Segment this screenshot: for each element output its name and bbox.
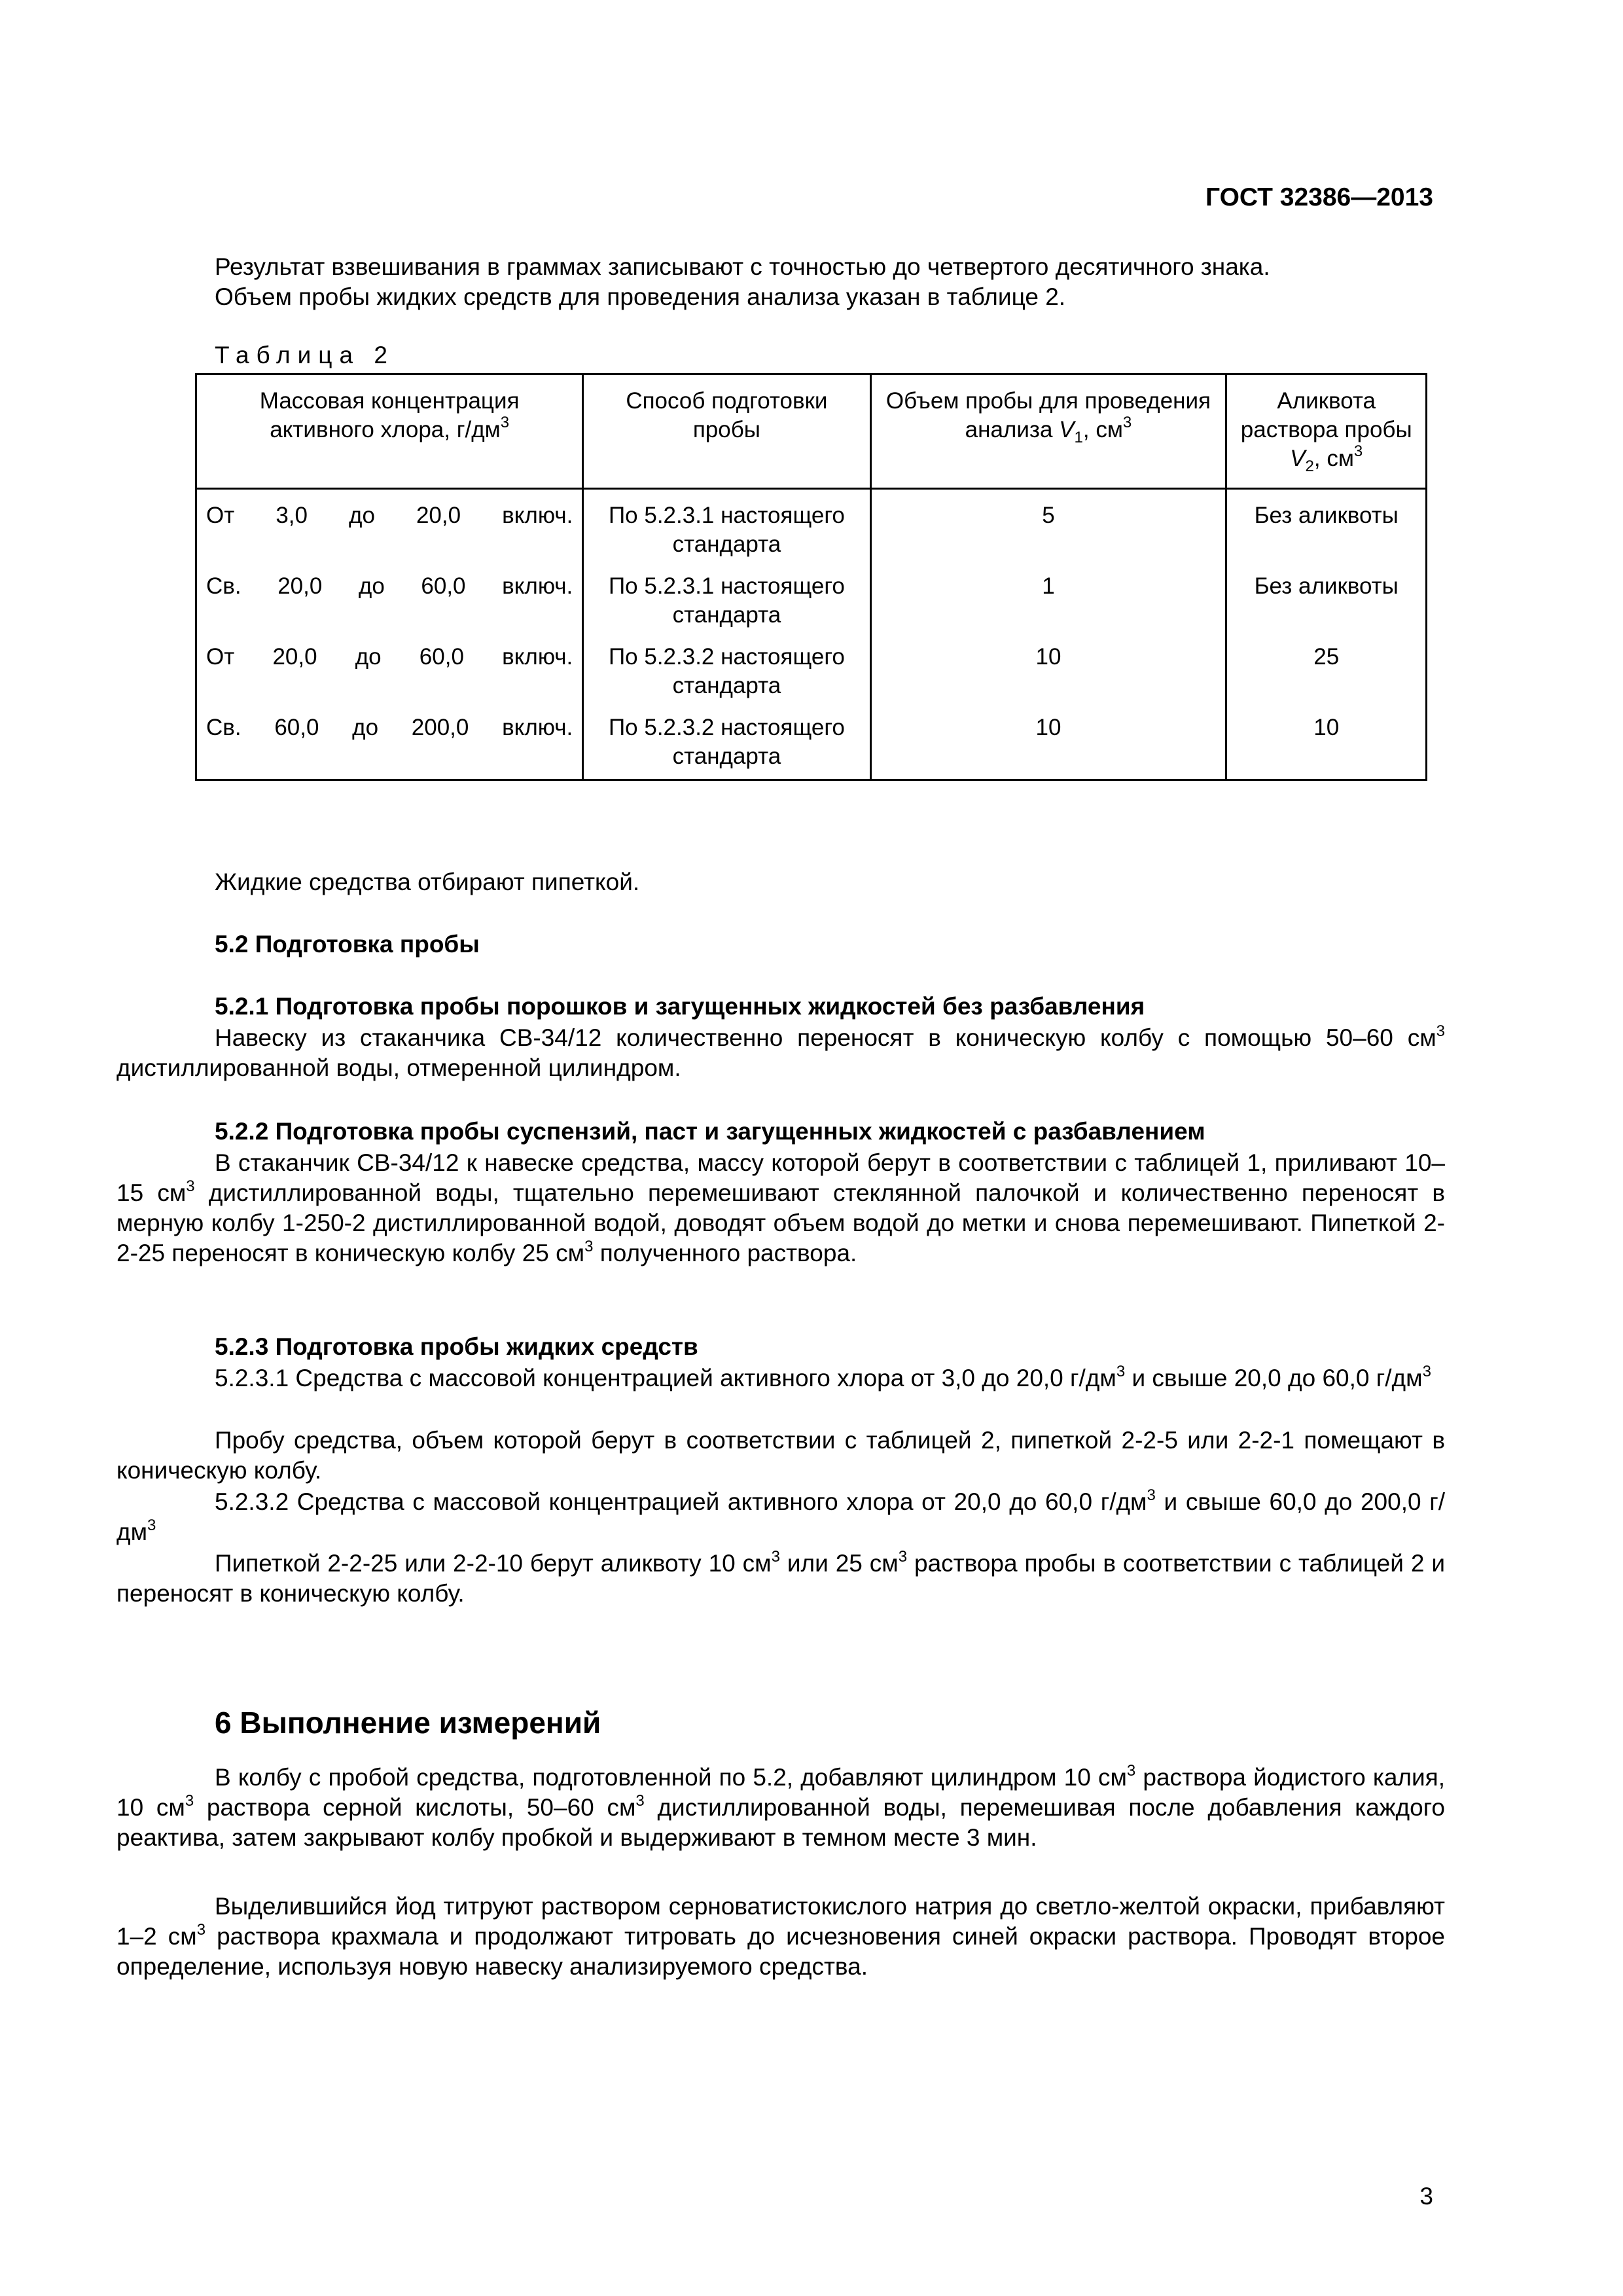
cell-method: По 5.2.3.1 настоящего стандарта xyxy=(583,564,870,635)
table-row xyxy=(196,489,1427,565)
cell-aliquot: Без аликвоты xyxy=(1226,564,1427,635)
liquid-note: Жидкие средства отбирают пипеткой. xyxy=(215,869,640,895)
intro-line-2: Объем пробы жидких средств для проведения анализа указан в таблице 2. xyxy=(215,283,1066,310)
cell-method: По 5.2.3.2 настоящего стандарта xyxy=(583,635,870,706)
table-header-row xyxy=(196,374,1427,489)
section-5-2-3-title: 5.2.3 Подготовка пробы жидких средств xyxy=(215,1333,698,1360)
table-row xyxy=(196,706,1427,780)
section-6-paragraph-1: В колбу с пробой средства, подготовленной по 5.2, добавляют цилиндром 10 $см^3$ раствора йодистого калия, 10 $см^3$ раствора серной кислоты, 50–60 $см^3$ дистиллированной воды, перемешивая после добавления каждого реактива, затем закрывают колбу пробкой и выдерживают в темном месте 3 мин. xyxy=(116,1761,1445,1851)
cell-volume: 10 xyxy=(870,635,1226,706)
cell-method: По 5.2.3.1 настоящего стандарта xyxy=(583,489,870,565)
section-5-2-3-1-procedure: Пробу средства, объем которой берут в соответствии с таблицей 2, пипеткой 2-2-5 или 2-2-1 помещают в коническую колбу. xyxy=(116,1427,1445,1484)
section-5-2-1-title: 5.2.1 Подготовка пробы порошков и загущенных жидкостей без разбавления xyxy=(215,993,1145,1020)
table-row xyxy=(196,635,1427,706)
section-6-title: 6 Выполнение измерений xyxy=(215,1706,601,1740)
table-caption: Таблица 2 xyxy=(215,342,395,368)
header-volume: Объем пробы для проведения анализа $V_1$, $см^3$ xyxy=(870,374,1226,489)
header-concentration: Массовая концентрация активного хлора, $г/дм^3$ xyxy=(196,374,583,489)
cell-concentration: От 3,0 до 20,0 включ. xyxy=(196,489,583,565)
page-number: 3 xyxy=(1419,2183,1433,2210)
section-5-2-3-2-text: 5.2.3.2 Средства с массовой концентрацией активного хлора от 20,0 до 60,0 $г/дм^3$ и свыше 60,0 до 200,0 $г/дм^3$ xyxy=(116,1486,1445,1545)
header-aliquot: Аликвота раствора пробы $V_2$, $см^3$ xyxy=(1226,374,1427,489)
section-5-2-title: 5.2 Подготовка пробы xyxy=(215,931,480,958)
table-2 xyxy=(195,373,1427,781)
standard-code: ГОСТ 32386—2013 xyxy=(1205,183,1433,211)
section-5-2-3-1-text: 5.2.3.1 Средства с массовой концентрацией активного хлора от 3,0 до 20,0 $г/дм^3$ и свыше 20,0 до 60,0 $г/дм^3$ xyxy=(215,1362,1431,1391)
cell-concentration: Св. 60,0 до 200,0 включ. xyxy=(196,706,583,780)
cell-method: По 5.2.3.2 настоящего стандарта xyxy=(583,706,870,780)
section-6-paragraph-2: Выделившийся йод титруют раствором серноватистокислого натрия до светло-желтой окраски, прибавляют 1–2 $см^3$ раствора крахмала и продолжают титровать до исчезновения синей окраски раствора. Проводят второе определение, используя новую навеску анализируемого средства. xyxy=(116,1893,1446,1980)
section-5-2-2-title: 5.2.2 Подготовка пробы суспензий, паст и загущенных жидкостей с разбавлением xyxy=(215,1118,1205,1145)
cell-volume: 1 xyxy=(870,564,1226,635)
cell-concentration: От 20,0 до 60,0 включ. xyxy=(196,635,583,706)
header-method: Способ подготовки пробы xyxy=(583,374,870,489)
section-5-2-2-text: В стаканчик СВ-34/12 к навеске средства, массу которой берут в соответствии с таблицей 1, приливают 10–15 $см^3$ дистиллированной воды, тщательно перемешивают стеклянной палочкой и количественно переносят в мерную колбу 1-250-2 дистиллированной водой, доводят объем водой до метки и снова перемешивают. Пипеткой 2-2-25 переносят в коническую колбу 25 $см^3$ полученного раствора. xyxy=(116,1149,1446,1266)
cell-aliquot: 10 xyxy=(1226,706,1427,780)
intro-line-1: Результат взвешивания в граммах записывают с точностью до четвертого десятичного знака. xyxy=(215,253,1270,280)
section-5-2-3-2-procedure: Пипеткой 2-2-25 или 2-2-10 берут аликвоту 10 $см^3$ или 25 $см^3$ раствора пробы в соответствии с таблицей 2 и переносят в коническую колбу. xyxy=(116,1547,1445,1607)
cell-volume: 10 xyxy=(870,706,1226,780)
cell-concentration: Св. 20,0 до 60,0 включ. xyxy=(196,564,583,635)
cell-volume: 5 xyxy=(870,489,1226,565)
section-5-2-1-text: Навеску из стаканчика СВ-34/12 количественно переносят в коническую колбу с помощью 50–60 $см^3$ дистиллированной воды, отмеренной цилиндром. xyxy=(116,1022,1445,1081)
cell-aliquot: 25 xyxy=(1226,635,1427,706)
cell-aliquot: Без аликвоты xyxy=(1226,489,1427,565)
table-row xyxy=(196,564,1427,635)
